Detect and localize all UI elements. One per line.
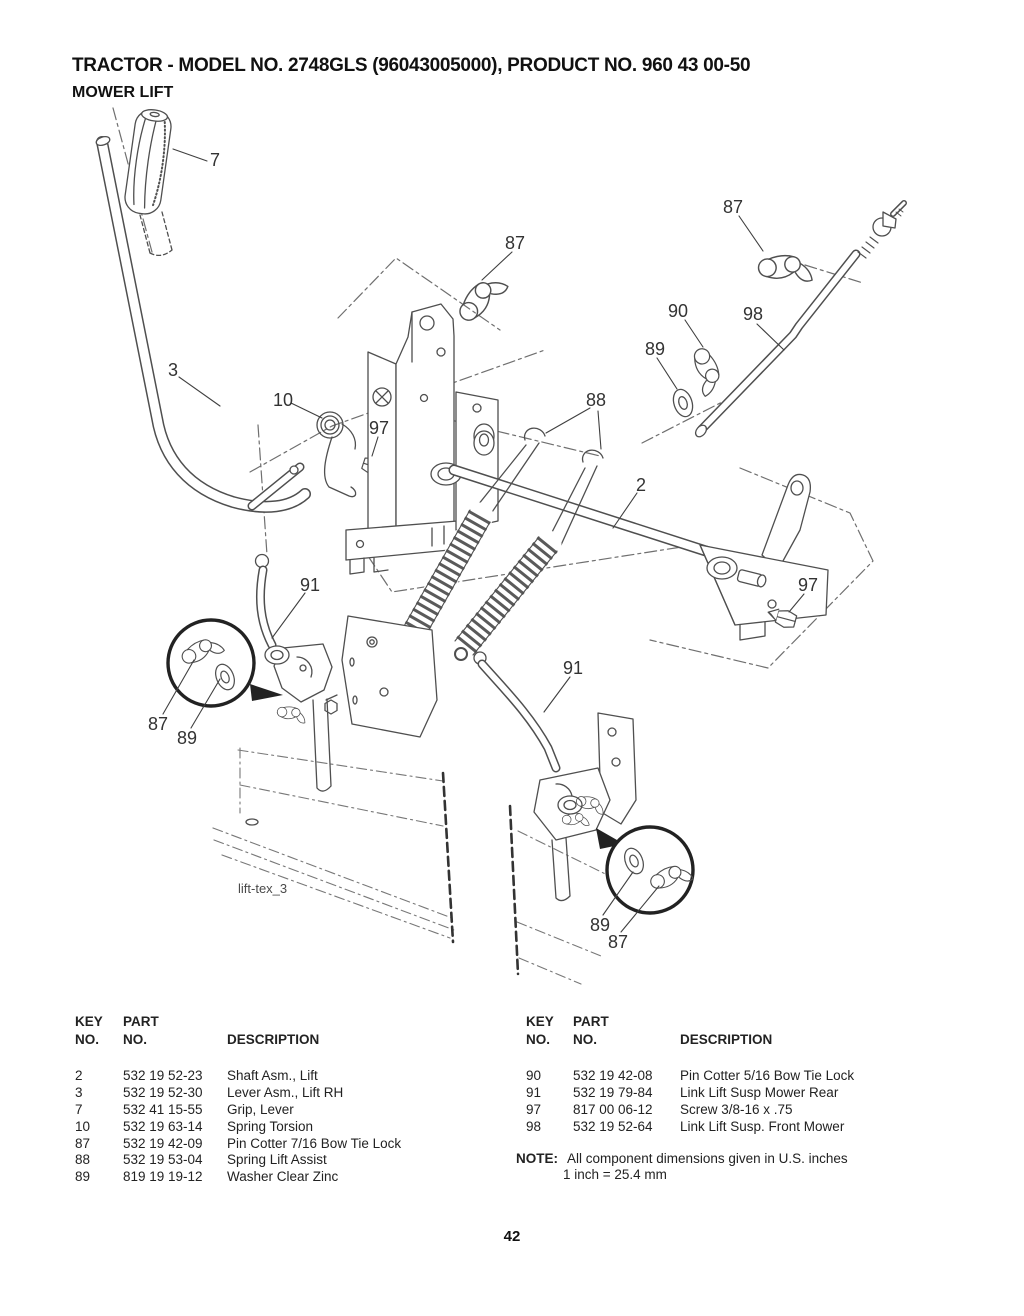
callout-90: 90 — [667, 301, 689, 321]
parts-table-row: 90 532 19 42-08 Pin Cotter 5/16 Bow Tie Lock — [526, 1068, 855, 1083]
detail-circle-lower-right — [596, 827, 694, 913]
washer-upper-right — [670, 387, 696, 419]
callout-87-upper-right: 87 — [722, 197, 744, 217]
callout-7: 7 — [209, 150, 221, 170]
pin-cotter-87-upper-right — [757, 251, 815, 285]
parts-table-row: 2 532 19 52-23 Shaft Asm., Lift — [75, 1068, 318, 1083]
page-title: TRACTOR - MODEL NO. 2748GLS (96043005000), PRODUCT NO. 960 43 00-50 — [72, 55, 751, 76]
section-title: MOWER LIFT — [72, 84, 174, 101]
col-header-part: PART — [573, 1014, 609, 1029]
callout-91-left: 91 — [299, 575, 321, 595]
callout-89-upper-right: 89 — [644, 339, 666, 359]
callout-87-lower-right: 87 — [607, 932, 629, 952]
deck-border-dashed — [443, 773, 518, 974]
note-text: All component dimensions given in U.S. inches — [567, 1151, 848, 1166]
lever-grip-drawing — [123, 108, 173, 256]
dimensions-note — [516, 1151, 986, 1182]
parts-table-left: KEY PART NO. NO. DESCRIPTION 2 532 19 52-23 Shaft Asm., Lift 3 532 19 52-30 Lever Asm., Lift RH 7 532 41 15-55 Grip, Lever 10 532 19 63-14 Spring Torsion 87 532 19 42-09 Pin Cotter 7/16 Bow Tie Lock 88 532 19 53-04 Spring Lift Assist 89 819 19 19-12 Washer Clear Zinc — [75, 1014, 515, 1050]
callout-10: 10 — [272, 390, 294, 410]
callout-88: 88 — [585, 390, 607, 410]
rear-link-left-drawing — [246, 555, 437, 826]
page-number: 42 — [503, 1228, 521, 1245]
diagram-caption: lift-tex_3 — [238, 881, 288, 896]
right-shaft-bracket-drawing — [700, 474, 828, 640]
parts-table-row: 87 532 19 42-09 Pin Cotter 7/16 Bow Tie Lock — [75, 1135, 402, 1151]
parts-table-row: 89 819 19 19-12 Washer Clear Zinc — [75, 1169, 339, 1185]
col-header-description: DESCRIPTION — [680, 1032, 773, 1047]
callout-87-lower-left: 87 — [147, 714, 169, 734]
callout-89-lower-left: 89 — [176, 728, 198, 748]
pin-cotter-87-top — [452, 271, 511, 324]
note-label: NOTE: — [516, 1151, 558, 1166]
front-link-drawing — [667, 203, 904, 439]
note-text-line2: 1 inch = 25.4 mm — [563, 1167, 667, 1182]
parts-table-row: 98 532 19 52-64 Link Lift Susp. Front Mower — [526, 1118, 845, 1134]
pin-cotter-90 — [693, 347, 722, 397]
col-header-key: KEY — [526, 1014, 554, 1029]
parts-table-row: 3 532 19 52-30 Lever Asm., Lift RH — [75, 1084, 344, 1100]
callout-97-right: 97 — [797, 575, 819, 595]
callout-97-center: 97 — [368, 418, 390, 438]
parts-table-row: 97 817 00 06-12 Screw 3/8-16 x .75 — [526, 1101, 793, 1117]
callout-2: 2 — [635, 475, 647, 495]
parts-table-row: 91 532 19 79-84 Link Lift Susp Mower Rear — [526, 1084, 839, 1100]
col-header-part: PART — [123, 1014, 159, 1029]
parts-table-row: 10 532 19 63-14 Spring Torsion — [75, 1118, 314, 1134]
col-header-key: KEY — [75, 1014, 103, 1029]
callout-91-right: 91 — [562, 658, 584, 678]
callout-89-lower-right: 89 — [589, 915, 611, 935]
parts-table-row: 7 532 41 15-55 Grip, Lever — [75, 1101, 294, 1117]
parts-table-right: KEY PART NO. NO. DESCRIPTION 90 532 19 42-08 Pin Cotter 5/16 Bow Tie Lock 91 532 19 79-84 Link Lift Susp Mower Rear 97 817 00 06-12 Screw 3/8-16 x .75 98 532 19 52-64 Link Lift Susp. Front Mower — [526, 1014, 986, 1050]
parts-table-row: 88 532 19 53-04 Spring Lift Assist — [75, 1152, 327, 1168]
col-header-description: DESCRIPTION — [227, 1032, 320, 1047]
callout-87-top: 87 — [504, 233, 526, 253]
callout-3: 3 — [167, 360, 179, 380]
callout-98: 98 — [742, 304, 764, 324]
leader-lines — [163, 149, 804, 935]
